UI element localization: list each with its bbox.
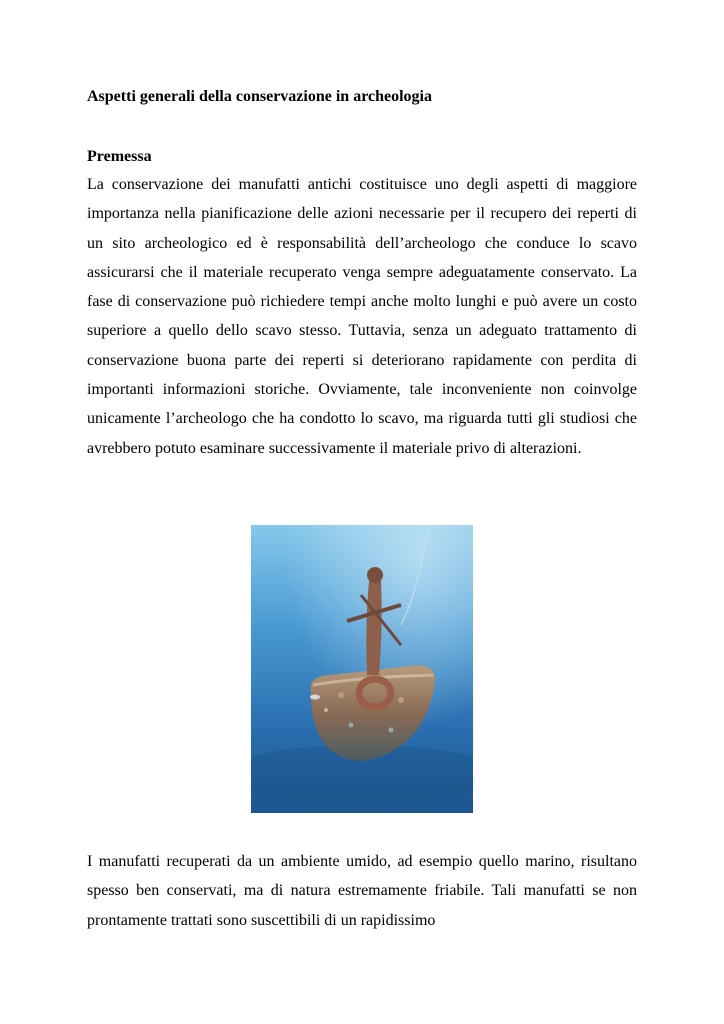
section-heading: Premessa bbox=[87, 148, 152, 165]
shipwreck-illustration bbox=[251, 525, 473, 813]
paragraph-manufatti: I manufatti recuperati da un ambiente umido, ad esempio quello marino, risultano spesso ben conservati, ma di natura estremamente friabile. Tali manufatti se non prontamente trattati sono suscettibili di un rapidissimo bbox=[87, 853, 637, 929]
paragraph-premessa: La conservazione dei manufatti antichi costituisce uno degli aspetti di maggiore importanza nella pianificazione delle azioni necessarie per il recupero dei reperti di un sito archeologico ed è responsabilità dell’archeologo che conduce lo scavo assicurarsi che il materiale recuperato venga sempre adeguatamente conservato. La fase di conservazione può richiedere tempi anche molto lunghi e può avere un costo superiore a quello dello scavo stesso. Tuttavia, senza un adeguato trattamento di conservazione buona parte dei reperti si deteriorano rapidamente con perdita di importanti informazioni storiche. Ovviamente, tale inconveniente non coinvolge unicamente l’archeologo che ha condotto lo scavo, ma riguarda tutti gli studiosi che avrebbero potuto esaminare successivamente il materiale privo di alterazioni. bbox=[87, 176, 637, 457]
shipwreck-photo bbox=[251, 525, 473, 813]
document-title: Aspetti generali della conservazione in archeologia bbox=[87, 88, 432, 105]
